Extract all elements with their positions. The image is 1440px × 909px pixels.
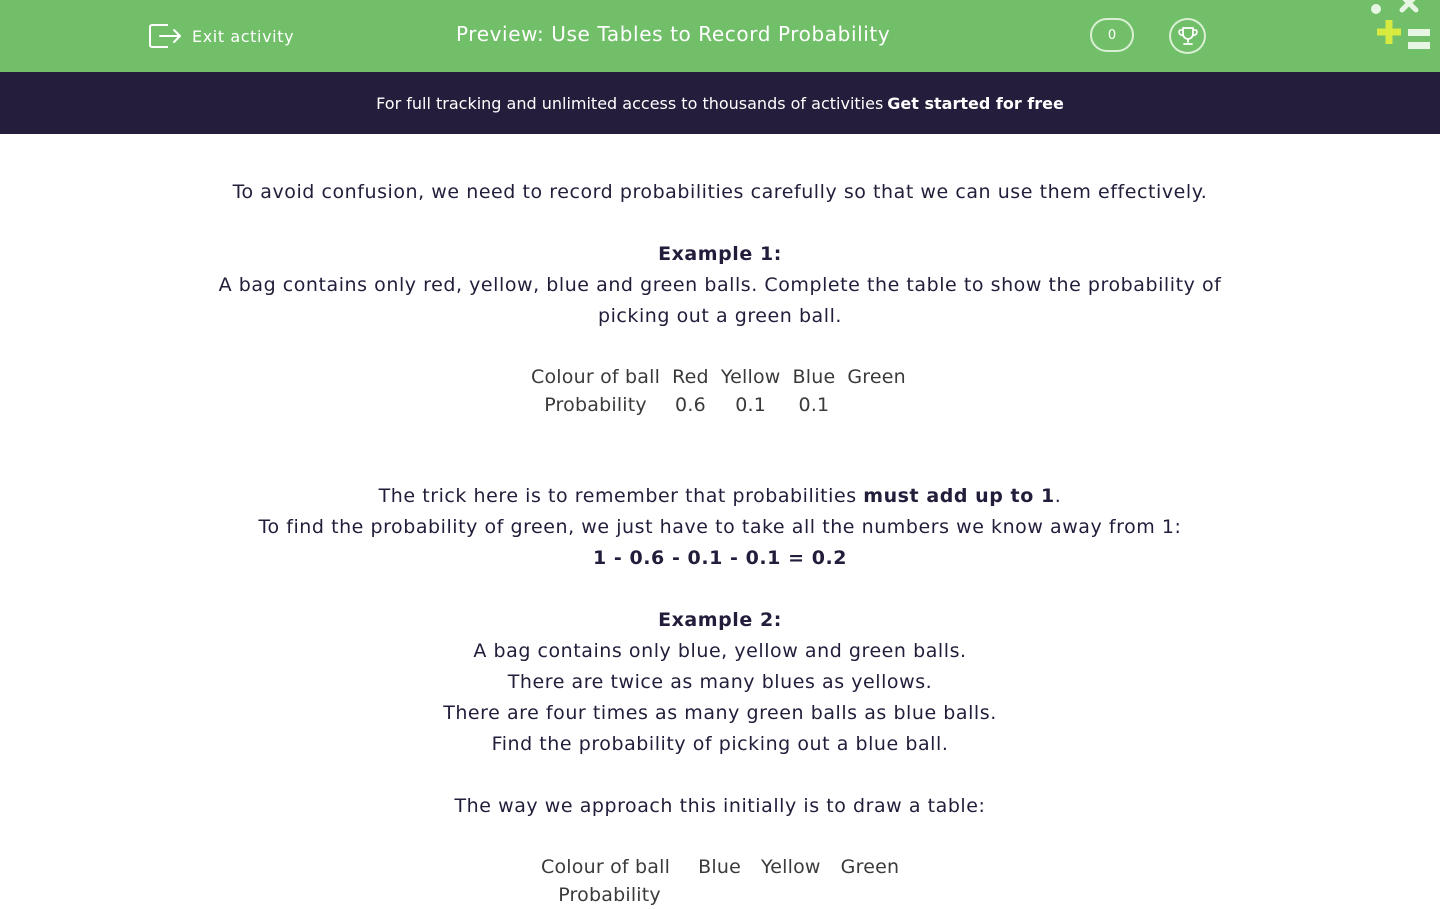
table-cell: [751, 881, 831, 909]
score-badge: 0: [1090, 18, 1134, 52]
lesson-content: [0, 177, 1440, 909]
example2-heading: Example 2:: [658, 609, 782, 631]
table-cell: 0.6: [675, 394, 706, 416]
table-cell: [831, 881, 910, 909]
table-cell: [688, 881, 751, 909]
example2-line: There are twice as many blues as yellows.: [507, 671, 933, 693]
page-title: Preview: Use Tables to Record Probability: [456, 22, 891, 46]
top-bar: [0, 0, 1440, 72]
explain-text-post: .: [1054, 485, 1062, 507]
example2-table: [531, 853, 909, 909]
table-row: [525, 363, 912, 391]
get-started-link[interactable]: Get started for free: [887, 93, 1064, 113]
table-cell: [841, 391, 912, 419]
explain-line-1: [0, 481, 1440, 512]
table-cell: Probability: [544, 394, 647, 416]
banner-text: For full tracking and unlimited access to thousands of activities: [376, 93, 884, 113]
table-row: [525, 391, 912, 419]
exit-icon: [148, 21, 182, 51]
promo-banner: [0, 72, 1440, 134]
trophy-icon: [1177, 25, 1199, 47]
table-cell: Yellow: [720, 366, 781, 388]
explain-line-2: To find the probability of green, we just have to take all the numbers we know away from 1:: [258, 516, 1182, 538]
example2-line: Find the probability of picking out a blue ball.: [491, 733, 949, 755]
example2-line: A bag contains only blue, yellow and green balls.: [473, 640, 967, 662]
table-cell: 0.1: [735, 394, 767, 416]
table-cell: Probability: [558, 884, 661, 906]
explain-text-pre: The trick here is to remember that probabilities: [378, 485, 864, 507]
table-cell: Colour of ball: [541, 856, 671, 878]
explain-calculation: 1 - 0.6 - 0.1 - 0.1 = 0.2: [592, 547, 848, 569]
example1-text: A bag contains only red, yellow, blue and green balls. Complete the table to show the probability of picking out a green ball.: [218, 274, 1222, 327]
table-cell: Green: [840, 856, 900, 878]
example2-approach: The way we approach this initially is to draw a table:: [454, 795, 986, 817]
example1-heading: Example 1:: [658, 243, 782, 265]
table-cell: Red: [672, 366, 709, 388]
explain-text-bold: must add up to 1: [863, 485, 1055, 507]
example2-line: There are four times as many green balls as blue balls.: [443, 702, 997, 724]
exit-activity-button[interactable]: [148, 20, 294, 52]
table-cell: 0.1: [798, 394, 830, 416]
intro-text: To avoid confusion, we need to record probabilities carefully so that we can use them effectively.: [232, 181, 1208, 203]
table-row: [531, 881, 909, 909]
table-cell: Yellow: [760, 856, 821, 878]
table-cell: Blue: [698, 856, 741, 878]
table-row: [531, 853, 909, 881]
trophy-button[interactable]: [1169, 18, 1206, 54]
brand-logo: [1364, 0, 1440, 60]
table-cell: Green: [847, 366, 906, 388]
exit-label: Exit activity: [192, 26, 295, 46]
table-cell: Blue: [792, 366, 836, 388]
example1-table: [525, 363, 912, 419]
table-cell: Colour of ball: [531, 366, 661, 388]
